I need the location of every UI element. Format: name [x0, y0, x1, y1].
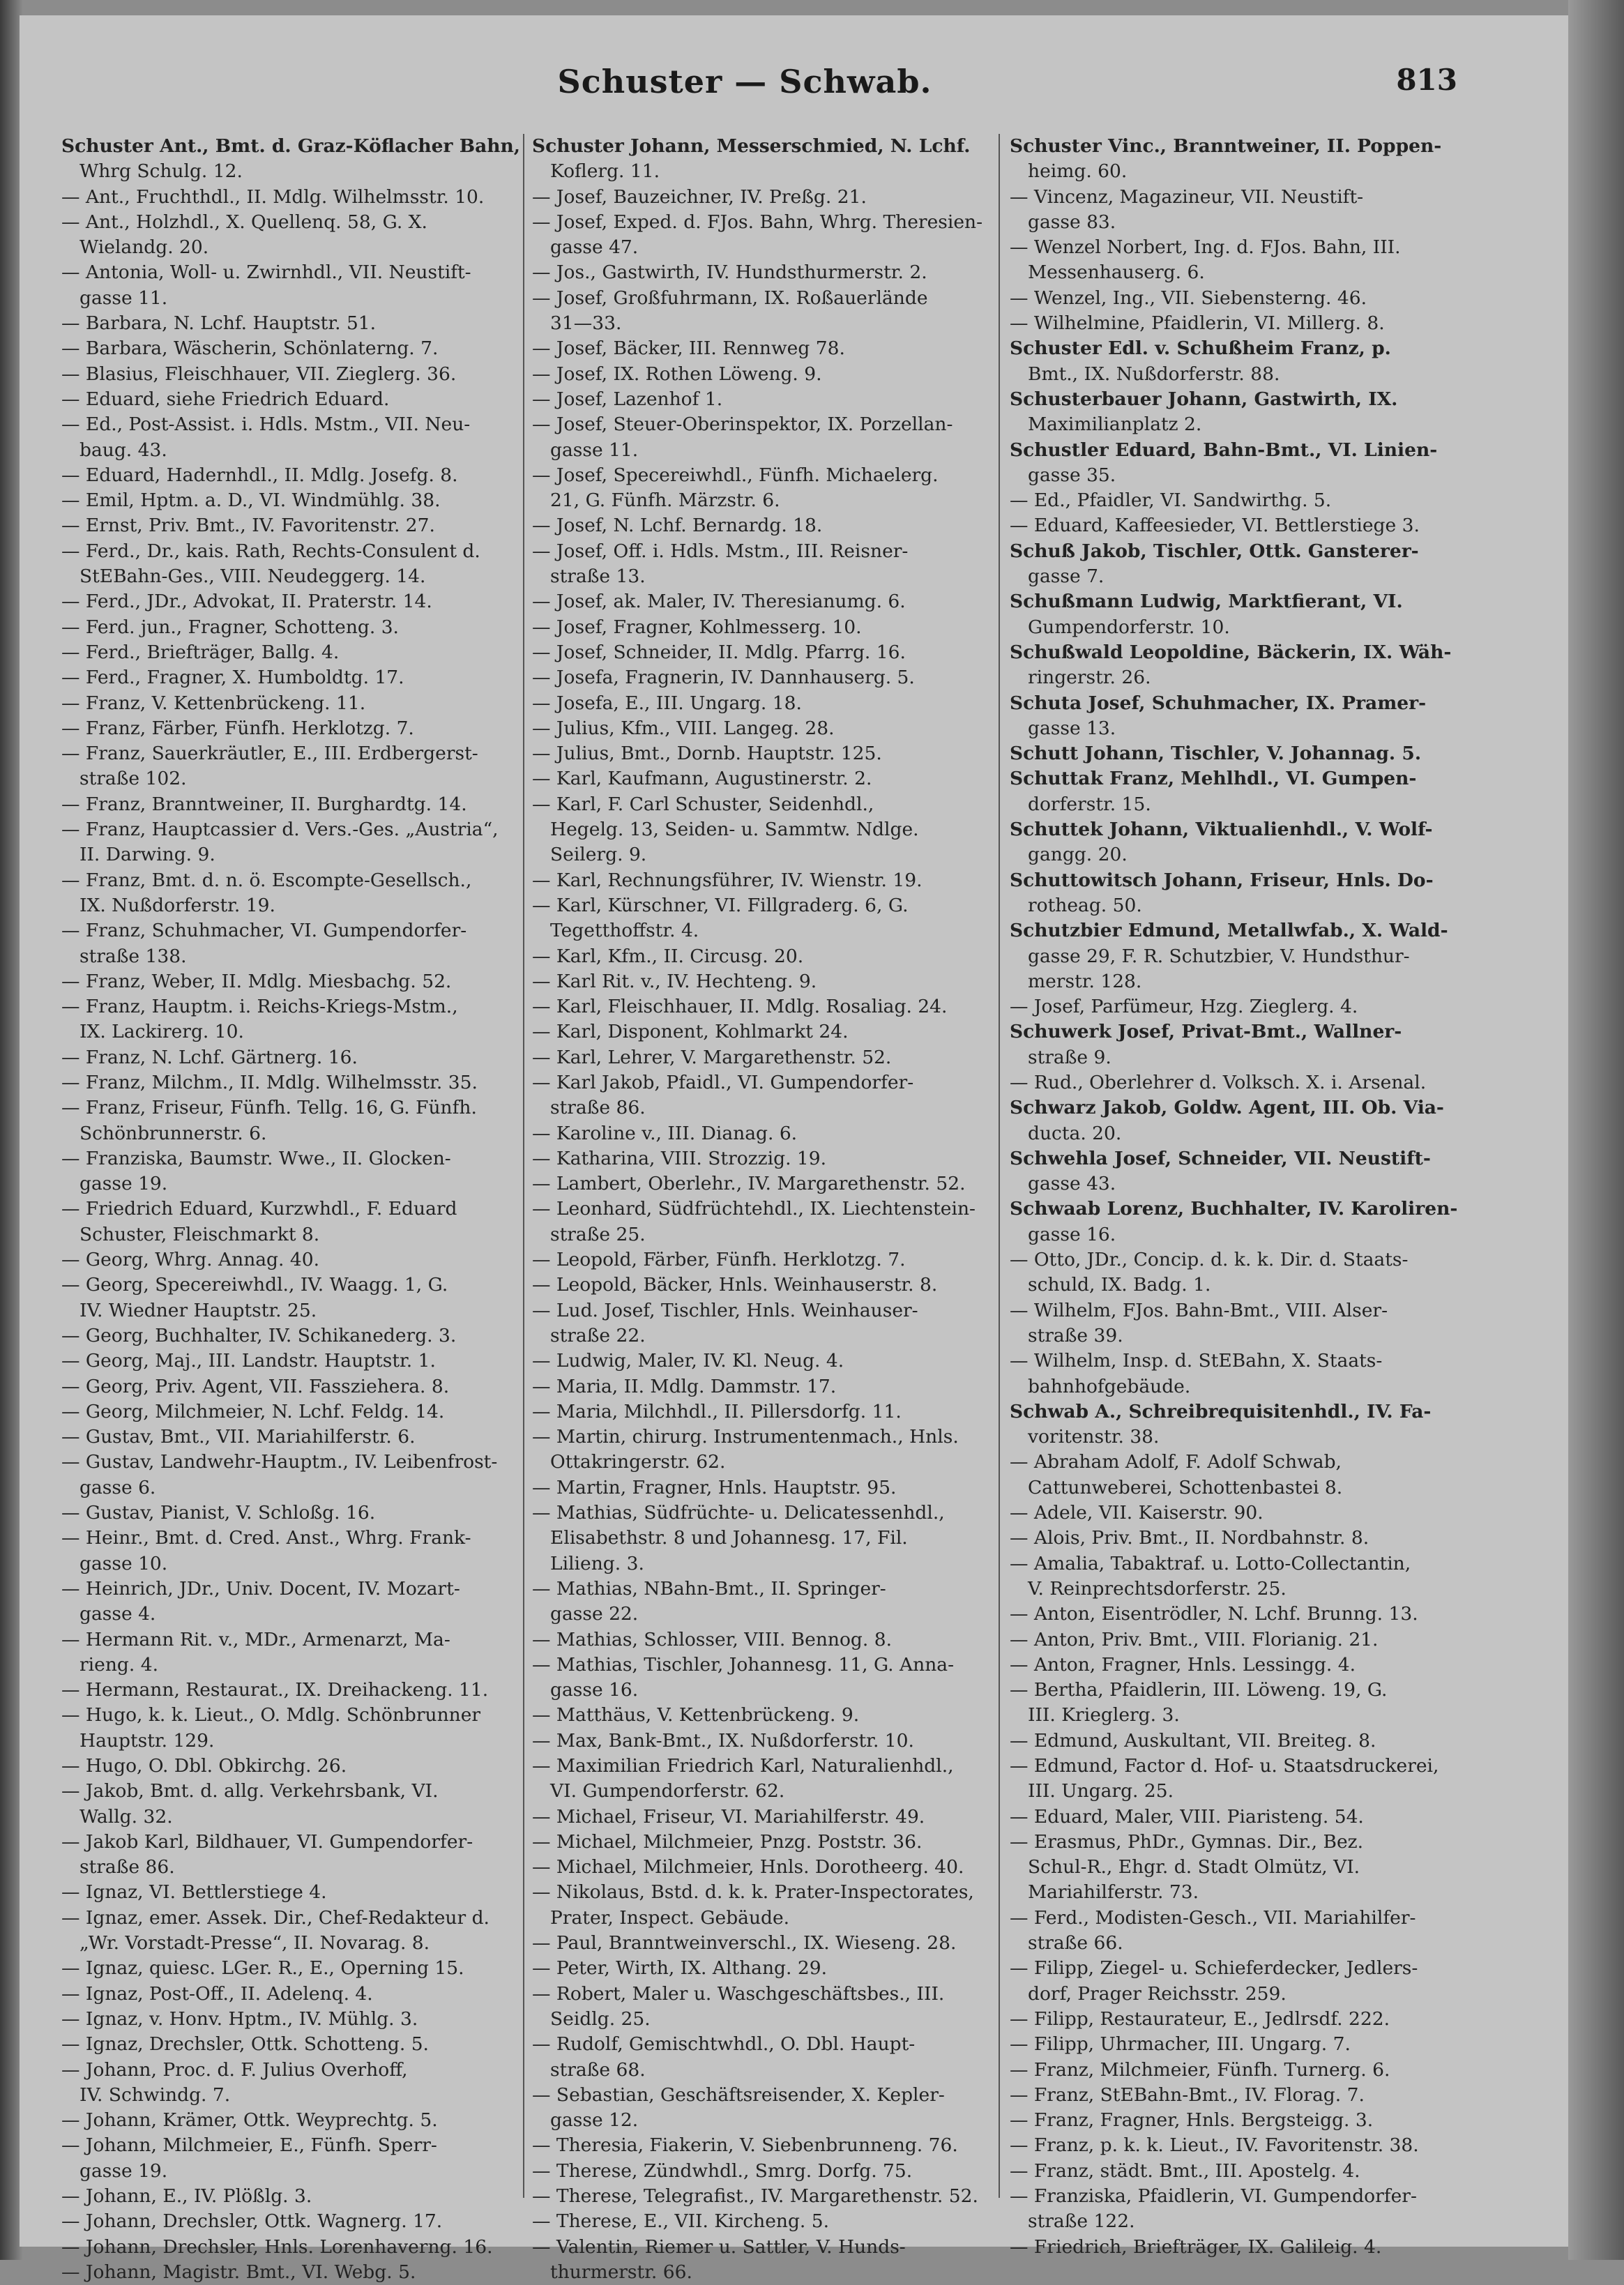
directory-line: straße 66. — [1028, 1932, 1123, 1954]
directory-line: Schuta Josef, Schuhmacher, IX. Pramer- — [1010, 692, 1427, 714]
directory-line: — Maximilian Friedrich Karl, Naturalienhdl., — [532, 1755, 954, 1777]
directory-line: Schuttak Franz, Mehlhdl., VI. Gumpen- — [1010, 768, 1417, 790]
directory-line: — Franz, Milchmeier, Fünfh. Turnerg. 6. — [1010, 2058, 1390, 2081]
directory-line: gasse 4. — [79, 1603, 156, 1625]
directory-line: gasse 43. — [1028, 1173, 1116, 1195]
directory-line: — Josef, Bauzeichner, IV. Preßg. 21. — [532, 185, 867, 208]
directory-line: — Emil, Hptm. a. D., VI. Windmühlg. 38. — [61, 489, 441, 512]
directory-line: — Josef, Lazenhof 1. — [532, 388, 723, 410]
directory-line: — Franz, Schuhmacher, VI. Gumpendorfer- — [61, 920, 467, 942]
directory-line: Schutzbier Edmund, Metallwfab., X. Wald- — [1010, 920, 1448, 942]
directory-line: Mariahilferstr. 73. — [1028, 1881, 1199, 1904]
directory-line: — Eduard, Kaffeesieder, VI. Bettlerstiege 3. — [1010, 515, 1420, 537]
directory-line: — Ernst, Priv. Bmt., IV. Favoritenstr. 27. — [61, 515, 435, 537]
directory-line: — Maria, Milchhdl., II. Pillersdorfg. 11. — [532, 1400, 902, 1422]
directory-line: gasse 19. — [79, 2159, 168, 2182]
directory-line: — Mathias, Tischler, Johannesg. 11, G. Anna- — [532, 1653, 955, 1676]
directory-line: — Ed., Pfaidler, VI. Sandwirthg. 5. — [1010, 489, 1332, 512]
page-edge-right — [1568, 0, 1624, 2260]
directory-line: — Erasmus, PhDr., Gymnas. Dir., Bez. — [1010, 1830, 1364, 1853]
directory-line: — Katharina, VIII. Strozzig. 19. — [532, 1147, 827, 1169]
directory-line: straße 39. — [1028, 1324, 1123, 1346]
directory-line: — Alois, Priv. Bmt., II. Nordbahnstr. 8. — [1010, 1527, 1369, 1549]
directory-line: — Rudolf, Gemischtwhdl., O. Dbl. Haupt- — [532, 2033, 916, 2056]
directory-line: — Georg, Priv. Agent, VII. Fassziehera. 8. — [61, 1375, 450, 1397]
directory-line: — Lud. Josef, Tischler, Hnls. Weinhauser- — [532, 1299, 918, 1321]
directory-line: straße 25. — [550, 1223, 646, 1245]
directory-line: Schustler Eduard, Bahn-Bmt., VI. Linien- — [1010, 439, 1438, 461]
directory-line: Schußmann Ludwig, Marktfierant, VI. — [1010, 591, 1403, 613]
directory-line: straße 22. — [550, 1324, 646, 1346]
directory-line: gasse 11. — [79, 287, 168, 309]
directory-line: — Jakob Karl, Bildhauer, VI. Gumpendorfer- — [61, 1830, 473, 1853]
directory-line: Lilieng. 3. — [550, 1552, 644, 1574]
directory-line: — Franziska, Baumstr. Wwe., II. Glocken- — [61, 1147, 451, 1169]
directory-line: — Edmund, Factor d. Hof- u. Staatsdruckerei, — [1010, 1755, 1439, 1777]
directory-line: — Filipp, Uhrmacher, III. Ungarg. 7. — [1010, 2033, 1351, 2056]
directory-line: — Mathias, NBahn-Bmt., II. Springer- — [532, 1577, 886, 1600]
directory-line: — Heinrich, JDr., Univ. Docent, IV. Mozart- — [61, 1577, 460, 1600]
directory-line: — Franziska, Pfaidlerin, VI. Gumpendorfer- — [1010, 2185, 1417, 2208]
directory-line: gasse 12. — [550, 2109, 639, 2132]
directory-line: — Karl, Kaufmann, Augustinerstr. 2. — [532, 768, 872, 790]
directory-line: — Karl, F. Carl Schuster, Seidenhdl., — [532, 793, 874, 815]
directory-line: gasse 16. — [1028, 1223, 1116, 1245]
directory-line: ringerstr. 26. — [1028, 667, 1151, 689]
directory-line: — Robert, Maler u. Waschgeschäftsbes., III. — [532, 1982, 945, 2005]
directory-line: — Karl, Kürschner, VI. Fillgraderg. 6, G. — [532, 894, 909, 916]
directory-line: — Josef, Großfuhrmann, IX. Roßauerlände — [532, 287, 928, 309]
directory-line: gasse 83. — [1028, 211, 1116, 233]
directory-line: Schönbrunnerstr. 6. — [79, 1122, 267, 1144]
directory-line: Hauptstr. 129. — [79, 1729, 215, 1752]
directory-line: — Franz, Bmt. d. n. ö. Escompte-Gesellsch., — [61, 869, 472, 891]
directory-line: — Therese, E., VII. Kircheng. 5. — [532, 2210, 830, 2233]
directory-line: — Michael, Milchmeier, Pnzg. Poststr. 36. — [532, 1830, 923, 1853]
directory-line: — Franz, V. Kettenbrückeng. 11. — [61, 692, 366, 714]
directory-line: — Johann, Drechsler, Ottk. Wagnerg. 17. — [61, 2210, 443, 2233]
directory-line: — Antonia, Woll- u. Zwirnhdl., VII. Neustift- — [61, 261, 471, 284]
directory-line: merstr. 128. — [1028, 970, 1142, 992]
directory-line: — Josef, Bäcker, III. Rennweg 78. — [532, 337, 845, 360]
directory-line: — Ignaz, v. Honv. Hptm., IV. Mühlg. 3. — [61, 2007, 418, 2030]
directory-line: — Ferd., Modisten-Gesch., VII. Mariahilfer- — [1010, 1906, 1416, 1929]
directory-line: — Anton, Eisentrödler, N. Lchf. Brunng. 13. — [1010, 1603, 1418, 1625]
directory-line: gasse 10. — [79, 1552, 168, 1574]
directory-line: Bmt., IX. Nußdorferstr. 88. — [1028, 363, 1280, 385]
directory-line: — Franz, Hauptcassier d. Vers.-Ges. „Austria“, — [61, 819, 499, 841]
directory-line: — Jakob, Bmt. d. allg. Verkehrsbank, VI. — [61, 1780, 439, 1802]
directory-line: Hegelg. 13, Seiden- u. Sammtw. Ndlge. — [550, 819, 919, 841]
directory-line: dorferstr. 15. — [1028, 793, 1151, 815]
directory-line: IV. Schwindg. 7. — [79, 2083, 231, 2106]
directory-line: gasse 29, F. R. Schutzbier, V. Hundsthur- — [1028, 945, 1410, 967]
directory-line: rotheag. 50. — [1028, 894, 1142, 916]
directory-line: — Ferd., JDr., Advokat, II. Praterstr. 14. — [61, 591, 432, 613]
directory-line: — Karl Jakob, Pfaidl., VI. Gumpendorfer- — [532, 1071, 914, 1093]
directory-line: straße 138. — [79, 945, 187, 967]
directory-line: schuld, IX. Badg. 1. — [1028, 1274, 1211, 1296]
directory-line: Messenhauserg. 6. — [1028, 261, 1205, 284]
directory-line: — Julius, Kfm., VIII. Langeg. 28. — [532, 717, 835, 739]
directory-line: gasse 47. — [550, 236, 639, 259]
directory-line: — Theresia, Fiakerin, V. Siebenbrunneng. 76. — [532, 2134, 958, 2157]
directory-line: straße 9. — [1028, 1046, 1111, 1068]
directory-line: — Ignaz, Drechsler, Ottk. Schotteng. 5. — [61, 2033, 429, 2056]
directory-line: gasse 11. — [550, 439, 639, 461]
directory-line: — Gustav, Landwehr-Hauptm., IV. Leibenfrost- — [61, 1451, 498, 1473]
directory-line: — Edmund, Auskultant, VII. Breiteg. 8. — [1010, 1729, 1376, 1752]
directory-line: — Ed., Post-Assist. i. Hdls. Mstm., VII. Neu- — [61, 413, 471, 436]
directory-line: — Julius, Bmt., Dornb. Hauptstr. 125. — [532, 743, 882, 765]
directory-line: — Gustav, Bmt., VII. Mariahilferstr. 6. — [61, 1426, 416, 1448]
directory-line: — Ignaz, VI. Bettlerstiege 4. — [61, 1881, 327, 1904]
directory-line: thurmerstr. 66. — [550, 2261, 692, 2283]
directory-line: Schuß Jakob, Tischler, Ottk. Gansterer- — [1010, 540, 1419, 562]
directory-line: — Karl, Fleischhauer, II. Mdlg. Rosaliag. 24. — [532, 996, 948, 1018]
directory-line: — Bertha, Pfaidlerin, III. Löweng. 19, G. — [1010, 1679, 1388, 1701]
directory-line: voritenstr. 38. — [1028, 1426, 1160, 1448]
directory-line: — Franz, Branntweiner, II. Burghardtg. 14. — [61, 793, 467, 815]
directory-line: — Wilhelm, FJos. Bahn-Bmt., VIII. Alser- — [1010, 1299, 1388, 1321]
directory-line: Schuster Ant., Bmt. d. Graz-Köflacher Bahn, — [61, 135, 521, 157]
directory-line: — Hugo, O. Dbl. Obkirchg. 26. — [61, 1755, 347, 1777]
directory-line: — Eduard, Maler, VIII. Piaristeng. 54. — [1010, 1805, 1364, 1828]
directory-line: — Ferd., Dr., kais. Rath, Rechts-Consulent d. — [61, 540, 480, 562]
directory-line: — Georg, Whrg. Annag. 40. — [61, 1249, 320, 1271]
directory-line: straße 68. — [550, 2058, 646, 2081]
directory-line: Schwehla Josef, Schneider, VII. Neustift- — [1010, 1147, 1431, 1169]
directory-line: — Nikolaus, Bstd. d. k. k. Prater-Inspectorates, — [532, 1881, 974, 1904]
directory-line: gasse 22. — [550, 1603, 639, 1625]
directory-line: gasse 6. — [79, 1476, 156, 1498]
directory-line: — Karl, Kfm., II. Circusg. 20. — [532, 945, 804, 967]
directory-line: III. Krieglerg. 3. — [1028, 1704, 1180, 1726]
directory-line: — Karl, Disponent, Kohlmarkt 24. — [532, 1021, 849, 1043]
directory-line: Elisabethstr. 8 und Johannesg. 17, Fil. — [550, 1527, 908, 1549]
directory-line: — Leonhard, Südfrüchtehdl., IX. Liechtenstein- — [532, 1198, 976, 1220]
directory-line: — Hugo, k. k. Lieut., O. Mdlg. Schönbrunner — [61, 1704, 481, 1726]
directory-line: — Eduard, siehe Friedrich Eduard. — [61, 388, 390, 410]
directory-line: — Barbara, Wäscherin, Schönlaterng. 7. — [61, 337, 439, 360]
directory-line: — Martin, Fragner, Hnls. Hauptstr. 95. — [532, 1476, 897, 1498]
directory-line: Schuster Johann, Messerschmied, N. Lchf. — [532, 135, 971, 157]
directory-line: VI. Gumpendorferstr. 62. — [550, 1780, 785, 1802]
directory-line: — Ignaz, quiesc. LGer. R., E., Operning 15. — [61, 1957, 464, 1980]
directory-line: Schwab A., Schreibrequisitenhdl., IV. Fa- — [1010, 1400, 1432, 1422]
directory-line: — Eduard, Hadernhdl., II. Mdlg. Josefg. 8. — [61, 464, 458, 486]
directory-line: — Josef, Steuer-Oberinspektor, IX. Porzellan- — [532, 413, 953, 436]
directory-line: IV. Wiedner Hauptstr. 25. — [79, 1299, 317, 1321]
directory-line: — Josef, Off. i. Hdls. Mstm., III. Reisner- — [532, 540, 909, 562]
column-left — [61, 134, 542, 2285]
directory-line: Schuster Edl. v. Schußheim Franz, p. — [1010, 337, 1391, 360]
directory-line: gasse 7. — [1028, 565, 1105, 588]
directory-line: — Max, Bank-Bmt., IX. Nußdorferstr. 10. — [532, 1729, 914, 1752]
directory-line: Schuster, Fleischmarkt 8. — [79, 1223, 320, 1245]
directory-line: bahnhofgebäude. — [1028, 1375, 1191, 1397]
directory-line: — Mathias, Schlosser, VIII. Bennog. 8. — [532, 1628, 892, 1650]
directory-line: V. Reinprechtsdorferstr. 25. — [1028, 1577, 1287, 1600]
directory-line: — Therese, Telegrafist., IV. Margarethenstr. 52. — [532, 2185, 978, 2208]
directory-line: — Franz, Färber, Fünfh. Herklotzg. 7. — [61, 717, 414, 739]
directory-line: — Franz, städt. Bmt., III. Apostelg. 4. — [1010, 2159, 1360, 2182]
directory-line: Wielandg. 20. — [79, 236, 209, 259]
directory-line: — Karl Rit. v., IV. Hechteng. 9. — [532, 970, 817, 992]
directory-line: Maximilianplatz 2. — [1028, 413, 1202, 436]
directory-line: — Ignaz, emer. Assek. Dir., Chef-Redakteur d. — [61, 1906, 490, 1929]
directory-line: — Ludwig, Maler, IV. Kl. Neug. 4. — [532, 1350, 844, 1372]
directory-line: Cattunweberei, Schottenbastei 8. — [1028, 1476, 1343, 1498]
directory-line: dorf, Prager Reichsstr. 259. — [1028, 1982, 1287, 2005]
directory-line: III. Ungarg. 25. — [1028, 1780, 1174, 1802]
directory-line: — Josef, Schneider, II. Mdlg. Pfarrg. 16. — [532, 641, 906, 663]
column-right — [1010, 134, 1491, 2260]
directory-line: — Filipp, Ziegel- u. Schieferdecker, Jedlers- — [1010, 1957, 1418, 1980]
directory-line: — Karoline v., III. Dianag. 6. — [532, 1122, 798, 1144]
directory-line: — Franz, Fragner, Hnls. Bergsteigg. 3. — [1010, 2109, 1374, 2132]
directory-line: — Josef, Fragner, Kohlmesserg. 10. — [532, 616, 862, 638]
directory-line: heimg. 60. — [1028, 160, 1128, 183]
directory-line: Koflerg. 11. — [550, 160, 660, 183]
directory-line: — Michael, Milchmeier, Hnls. Dorotheerg. 40. — [532, 1856, 964, 1878]
directory-line: IX. Lackirerg. 10. — [79, 1021, 244, 1043]
directory-line: — Franz, Sauerkräutler, E., III. Erdbergerst- — [61, 743, 478, 765]
directory-line: Schuttek Johann, Viktualienhdl., V. Wolf- — [1010, 819, 1433, 841]
directory-line: gasse 16. — [550, 1679, 639, 1701]
page-title: Schuster — Schwab. — [557, 63, 932, 100]
directory-line: — Peter, Wirth, IX. Althang. 29. — [532, 1957, 827, 1980]
directory-line: — Johann, Krämer, Ottk. Weyprechtg. 5. — [61, 2109, 438, 2132]
directory-line: — Franz, p. k. k. Lieut., IV. Favoritenstr. 38. — [1010, 2134, 1419, 2157]
directory-line: Seilerg. 9. — [550, 844, 647, 866]
directory-line: — Friedrich, Briefträger, IX. Galileig. 4. — [1010, 2235, 1382, 2258]
page-number: 813 — [1396, 63, 1457, 97]
directory-line: — Wenzel, Ing., VII. Siebensterng. 46. — [1010, 287, 1367, 309]
directory-line: — Filipp, Restaurateur, E., Jedlrsdf. 222. — [1010, 2007, 1390, 2030]
directory-line: — Franz, N. Lchf. Gärtnerg. 16. — [61, 1046, 358, 1068]
directory-line: — Paul, Branntweinverschl., IX. Wieseng. 28. — [532, 1932, 957, 1954]
directory-line: — Josefa, E., III. Ungarg. 18. — [532, 692, 802, 714]
directory-line: straße 102. — [79, 768, 187, 790]
directory-line: — Ferd. jun., Fragner, Schotteng. 3. — [61, 616, 399, 638]
directory-line: ducta. 20. — [1028, 1122, 1122, 1144]
directory-line: Tegetthoffstr. 4. — [550, 920, 699, 942]
directory-line: — Ant., Fruchthdl., II. Mdlg. Wilhelmsstr. 10. — [61, 185, 485, 208]
directory-line: — Therese, Zündwhdl., Smrg. Dorfg. 75. — [532, 2159, 913, 2182]
directory-line: — Karl, Lehrer, V. Margarethenstr. 52. — [532, 1046, 892, 1068]
directory-line: — Franz, Milchm., II. Mdlg. Wilhelmsstr. 35. — [61, 1071, 478, 1093]
directory-line: Schusterbauer Johann, Gastwirth, IX. — [1010, 388, 1398, 410]
directory-line: — Ant., Holzhdl., X. Quellenq. 58, G. X. — [61, 211, 427, 233]
directory-line: straße 86. — [550, 1097, 646, 1119]
directory-line: — Rud., Oberlehrer d. Volksch. X. i. Arsenal. — [1010, 1071, 1427, 1093]
directory-line: — Friedrich Eduard, Kurzwhdl., F. Eduard — [61, 1198, 457, 1220]
directory-line: 21, G. Fünfh. Märzstr. 6. — [550, 489, 780, 512]
directory-line: — Josef, Specereiwhdl., Fünfh. Michaelerg. — [532, 464, 939, 486]
directory-line: — Wenzel Norbert, Ing. d. FJos. Bahn, III. — [1010, 236, 1401, 259]
directory-line: Schuster Vinc., Branntweiner, II. Poppen- — [1010, 135, 1442, 157]
directory-line: — Mathias, Südfrüchte- u. Delicatessenhdl., — [532, 1502, 945, 1524]
directory-line: — Amalia, Tabaktraf. u. Lotto-Collectantin, — [1010, 1552, 1411, 1574]
directory-line: — Otto, JDr., Concip. d. k. k. Dir. d. Staats- — [1010, 1249, 1409, 1271]
directory-line: Schuwerk Josef, Privat-Bmt., Wallner- — [1010, 1021, 1402, 1043]
directory-line: II. Darwing. 9. — [79, 844, 215, 866]
directory-line: Seidlg. 25. — [550, 2007, 651, 2030]
directory-line: — Georg, Buchhalter, IV. Schikanederg. 3. — [61, 1324, 457, 1346]
directory-line: — Johann, Milchmeier, E., Fünfh. Sperr- — [61, 2134, 437, 2157]
directory-line: — Johann, E., IV. Plößlg. 3. — [61, 2185, 312, 2208]
directory-line: — Vincenz, Magazineur, VII. Neustift- — [1010, 185, 1364, 208]
directory-line: rieng. 4. — [79, 1653, 158, 1676]
directory-line: Schwarz Jakob, Goldw. Agent, III. Ob. Via- — [1010, 1097, 1444, 1119]
directory-line: — Anton, Priv. Bmt., VIII. Florianig. 21. — [1010, 1628, 1379, 1650]
directory-line: — Wilhelmine, Pfaidlerin, VI. Millerg. 8. — [1010, 312, 1385, 335]
directory-line: — Martin, chirurg. Instrumentenmach., Hnls. — [532, 1426, 959, 1448]
directory-line: Prater, Inspect. Gebäude. — [550, 1906, 790, 1929]
directory-line: — Franz, Weber, II. Mdlg. Miesbachg. 52. — [61, 970, 452, 992]
directory-line: straße 86. — [79, 1856, 175, 1878]
directory-line: Ottakringerstr. 62. — [550, 1451, 726, 1473]
directory-line: Wallg. 32. — [79, 1805, 173, 1828]
directory-line: — Barbara, N. Lchf. Hauptstr. 51. — [61, 312, 377, 335]
directory-line: — Hermann Rit. v., MDr., Armenarzt, Ma- — [61, 1628, 450, 1650]
directory-line: — Wilhelm, Insp. d. StEBahn, X. Staats- — [1010, 1350, 1383, 1372]
directory-line: baug. 43. — [79, 439, 167, 461]
directory-line: — Josefa, Fragnerin, IV. Dannhauserg. 5. — [532, 667, 915, 689]
directory-line: — Matthäus, V. Kettenbrückeng. 9. — [532, 1704, 860, 1726]
directory-line: — Josef, ak. Maler, IV. Theresianumg. 6. — [532, 591, 906, 613]
directory-line: „Wr. Vorstadt-Presse“, II. Novarag. 8. — [79, 1932, 430, 1954]
directory-line: — Abraham Adolf, F. Adolf Schwab, — [1010, 1451, 1342, 1473]
directory-line: straße 13. — [550, 565, 646, 588]
page-header — [20, 63, 1569, 119]
directory-line: — Jos., Gastwirth, IV. Hundsthurmerstr. 2. — [532, 261, 927, 284]
directory-line: Schuttowitsch Johann, Friseur, Hnls. Do- — [1010, 869, 1434, 891]
directory-line: gasse 13. — [1028, 717, 1116, 739]
directory-line: — Blasius, Fleischhauer, VII. Zieglerg. 36. — [61, 363, 457, 385]
directory-line: — Maria, II. Mdlg. Dammstr. 17. — [532, 1375, 837, 1397]
directory-line: — Georg, Milchmeier, N. Lchf. Feldg. 14. — [61, 1400, 445, 1422]
directory-line: — Michael, Friseur, VI. Mariahilferstr. 49. — [532, 1805, 925, 1828]
directory-line: — Georg, Maj., III. Landstr. Hauptstr. 1. — [61, 1350, 436, 1372]
directory-line: — Valentin, Riemer u. Sattler, V. Hunds- — [532, 2235, 906, 2258]
directory-line: Schwaab Lorenz, Buchhalter, IV. Karoliren- — [1010, 1198, 1458, 1220]
directory-page — [20, 15, 1569, 2283]
directory-line: — Adele, VII. Kaiserstr. 90. — [1010, 1502, 1263, 1524]
directory-line: — Franz, Friseur, Fünfh. Tellg. 16, G. Fünfh. — [61, 1097, 477, 1119]
directory-line: — Josef, N. Lchf. Bernardg. 18. — [532, 515, 823, 537]
directory-line: Schul-R., Ehgr. d. Stadt Olmütz, VI. — [1028, 1856, 1360, 1878]
directory-line: — Georg, Specereiwhdl., IV. Waagg. 1, G. — [61, 1274, 448, 1296]
directory-line: — Anton, Fragner, Hnls. Lessingg. 4. — [1010, 1653, 1356, 1676]
directory-line: 31—33. — [550, 312, 622, 335]
directory-line: — Leopold, Färber, Fünfh. Herklotzg. 7. — [532, 1249, 906, 1271]
directory-line: Gumpendorferstr. 10. — [1028, 616, 1230, 638]
directory-line: StEBahn-Ges., VIII. Neudeggerg. 14. — [79, 565, 426, 588]
directory-line: — Ferd., Fragner, X. Humboldtg. 17. — [61, 667, 404, 689]
directory-line: — Heinr., Bmt. d. Cred. Anst., Whrg. Frank- — [61, 1527, 471, 1549]
directory-line: — Ferd., Briefträger, Ballg. 4. — [61, 641, 340, 663]
directory-line: — Johann, Drechsler, Hnls. Lorenhaverng. 16. — [61, 2235, 493, 2258]
directory-line: — Johann, Magistr. Bmt., VI. Webg. 5. — [61, 2261, 416, 2283]
directory-line: Schußwald Leopoldine, Bäckerin, IX. Wäh- — [1010, 641, 1452, 663]
directory-line: — Josef, Exped. d. FJos. Bahn, Whrg. Theresien- — [532, 211, 983, 233]
directory-line: — Ignaz, Post-Off., II. Adelenq. 4. — [61, 1982, 373, 2005]
directory-line: IX. Nußdorferstr. 19. — [79, 894, 275, 916]
directory-line: Whrg Schulg. 12. — [79, 160, 243, 183]
directory-line: — Gustav, Pianist, V. Schloßg. 16. — [61, 1502, 376, 1524]
directory-line: gangg. 20. — [1028, 844, 1128, 866]
directory-line: — Josef, Parfümeur, Hzg. Zieglerg. 4. — [1010, 996, 1358, 1018]
directory-line: — Josef, IX. Rothen Löweng. 9. — [532, 363, 822, 385]
directory-line: gasse 35. — [1028, 464, 1116, 486]
column-middle — [532, 134, 1013, 2285]
directory-line: — Lambert, Oberlehr., IV. Margarethenstr. 52. — [532, 1173, 966, 1195]
directory-line: — Johann, Proc. d. F. Julius Overhoff, — [61, 2058, 408, 2081]
directory-line: — Franz, Hauptm. i. Reichs-Kriegs-Mstm., — [61, 996, 458, 1018]
directory-line: straße 122. — [1028, 2210, 1135, 2233]
directory-line: — Leopold, Bäcker, Hnls. Weinhauserstr. 8. — [532, 1274, 938, 1296]
directory-line: — Franz, StEBahn-Bmt., IV. Florag. 7. — [1010, 2083, 1365, 2106]
directory-line: gasse 19. — [79, 1173, 168, 1195]
directory-line: — Karl, Rechnungsführer, IV. Wienstr. 19. — [532, 869, 923, 891]
directory-line: Schutt Johann, Tischler, V. Johannag. 5. — [1010, 743, 1422, 765]
directory-line: — Hermann, Restaurat., IX. Dreihackeng. 11. — [61, 1679, 489, 1701]
directory-line: — Sebastian, Geschäftsreisender, X. Kepler- — [532, 2083, 945, 2106]
